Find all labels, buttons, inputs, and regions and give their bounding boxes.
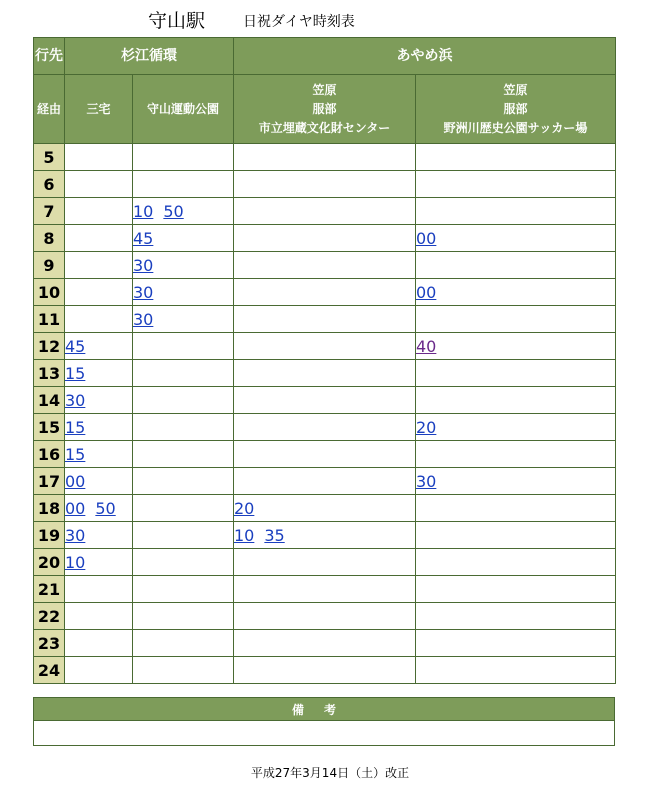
hour-cell: 11 xyxy=(34,306,65,333)
departure-cell xyxy=(234,279,416,306)
table-row xyxy=(34,657,616,684)
departure-link[interactable]: 30 xyxy=(133,255,154,275)
departure-link[interactable]: 00 xyxy=(416,228,437,248)
hour-cell: 12 xyxy=(34,333,65,360)
table-row xyxy=(34,414,616,441)
departure-cell xyxy=(65,549,133,576)
hour-cell: 10 xyxy=(34,279,65,306)
route-bunkazai-center xyxy=(234,75,416,144)
departure-cell xyxy=(234,387,416,414)
departure-link[interactable]: 15 xyxy=(65,363,86,383)
departure-cell xyxy=(65,495,133,522)
departure-cell xyxy=(234,225,416,252)
departure-cell xyxy=(234,657,416,684)
departure-cell xyxy=(133,333,234,360)
departure-cell xyxy=(133,279,234,306)
departure-cell xyxy=(65,171,133,198)
departure-cell xyxy=(416,225,616,252)
departure-cell xyxy=(65,306,133,333)
departure-link[interactable]: 15 xyxy=(65,417,86,437)
departure-cell xyxy=(65,414,133,441)
departure-cell xyxy=(133,171,234,198)
table-row xyxy=(34,522,616,549)
departure-cell xyxy=(416,522,616,549)
departure-cell xyxy=(416,306,616,333)
hour-cell: 5 xyxy=(34,144,65,171)
departure-cell xyxy=(234,630,416,657)
table-row xyxy=(34,360,616,387)
table-row xyxy=(34,441,616,468)
departure-cell xyxy=(133,576,234,603)
departure-cell xyxy=(234,333,416,360)
departure-cell xyxy=(234,360,416,387)
table-row xyxy=(34,306,616,333)
departure-cell xyxy=(416,468,616,495)
departure-cell xyxy=(133,441,234,468)
table-row xyxy=(34,549,616,576)
departure-cell xyxy=(133,387,234,414)
departure-cell xyxy=(416,171,616,198)
departure-cell xyxy=(416,387,616,414)
departure-cell xyxy=(416,333,616,360)
table-row xyxy=(34,387,616,414)
departure-cell xyxy=(234,306,416,333)
departure-cell xyxy=(234,198,416,225)
table-row xyxy=(34,603,616,630)
hour-cell: 7 xyxy=(34,198,65,225)
hour-cell: 9 xyxy=(34,252,65,279)
route-line: 守山運動公園 xyxy=(146,101,219,116)
departure-link[interactable]: 10 xyxy=(65,552,86,572)
departure-cell xyxy=(133,198,234,225)
departure-link[interactable]: 00 xyxy=(65,498,86,518)
departure-cell xyxy=(234,576,416,603)
departure-link[interactable]: 40 xyxy=(416,336,437,356)
route-moriyama-park xyxy=(133,75,234,144)
timetable xyxy=(33,37,616,684)
departure-cell xyxy=(416,279,616,306)
departure-cell xyxy=(234,441,416,468)
departure-cell xyxy=(234,603,416,630)
remarks-body xyxy=(34,721,615,746)
table-row xyxy=(34,576,616,603)
hour-cell: 18 xyxy=(34,495,65,522)
departure-link[interactable]: 20 xyxy=(234,498,255,518)
departure-cell xyxy=(65,144,133,171)
table-row xyxy=(34,144,616,171)
departure-cell xyxy=(65,603,133,630)
hour-cell: 22 xyxy=(34,603,65,630)
route-line: 服部 xyxy=(503,101,528,116)
departure-cell xyxy=(133,468,234,495)
departure-cell xyxy=(65,657,133,684)
departure-cell xyxy=(234,522,416,549)
table-row xyxy=(34,225,616,252)
departure-cell xyxy=(133,522,234,549)
route-line: 笠原 xyxy=(503,82,528,97)
station-name: 守山駅 xyxy=(148,10,206,32)
departure-cell xyxy=(416,144,616,171)
label-destination: 行先 xyxy=(34,38,65,75)
departure-cell xyxy=(65,225,133,252)
departure-link[interactable]: 30 xyxy=(65,525,86,545)
hour-cell: 13 xyxy=(34,360,65,387)
hour-cell: 23 xyxy=(34,630,65,657)
departure-cell xyxy=(416,198,616,225)
departure-cell xyxy=(133,360,234,387)
hour-cell: 20 xyxy=(34,549,65,576)
table-row xyxy=(34,468,616,495)
departure-cell xyxy=(234,495,416,522)
hour-cell: 21 xyxy=(34,576,65,603)
timetable-subtitle: 日祝ダイヤ時刻表 xyxy=(243,14,355,30)
departure-cell xyxy=(416,414,616,441)
departure-link[interactable]: 30 xyxy=(133,309,154,329)
departure-cell xyxy=(416,603,616,630)
departure-cell xyxy=(234,144,416,171)
table-row xyxy=(34,630,616,657)
destination-sugie-loop: 杉江循環 xyxy=(65,38,234,75)
remarks-heading: 備考 xyxy=(34,698,615,721)
departure-cell xyxy=(65,198,133,225)
route-soccer-field xyxy=(416,75,616,144)
departure-cell xyxy=(416,252,616,279)
departure-cell xyxy=(133,225,234,252)
departure-cell xyxy=(65,441,133,468)
departure-link[interactable]: 30 xyxy=(65,390,86,410)
table-row xyxy=(34,333,616,360)
hour-cell: 19 xyxy=(34,522,65,549)
departure-link[interactable]: 50 xyxy=(95,498,116,518)
table-row xyxy=(34,198,616,225)
table-row xyxy=(34,495,616,522)
departure-cell xyxy=(65,630,133,657)
departure-cell xyxy=(416,495,616,522)
route-line: 野洲川歴史公園サッカー場 xyxy=(443,120,588,135)
remarks-table xyxy=(33,697,615,746)
hour-cell: 24 xyxy=(34,657,65,684)
departure-cell xyxy=(65,252,133,279)
departure-cell xyxy=(65,333,133,360)
route-line: 市立埋蔵文化財センター xyxy=(258,120,391,135)
departure-cell xyxy=(416,441,616,468)
departure-cell xyxy=(234,171,416,198)
departure-cell xyxy=(65,387,133,414)
departure-link[interactable]: 10 xyxy=(234,525,255,545)
route-line: 服部 xyxy=(312,101,337,116)
departure-link[interactable]: 00 xyxy=(416,282,437,302)
departure-link[interactable]: 30 xyxy=(133,282,154,302)
title-row xyxy=(0,8,660,36)
departure-cell xyxy=(65,576,133,603)
departure-link[interactable]: 45 xyxy=(133,228,154,248)
hour-cell: 6 xyxy=(34,171,65,198)
hour-cell: 8 xyxy=(34,225,65,252)
departure-link[interactable]: 30 xyxy=(416,471,437,491)
departure-link[interactable]: 50 xyxy=(163,201,184,221)
departure-cell xyxy=(416,576,616,603)
departure-cell xyxy=(133,252,234,279)
departure-link[interactable]: 10 xyxy=(133,201,154,221)
departure-cell xyxy=(65,468,133,495)
departure-cell xyxy=(133,603,234,630)
departure-cell xyxy=(416,549,616,576)
departure-cell xyxy=(133,144,234,171)
departure-cell xyxy=(133,495,234,522)
departure-cell xyxy=(234,549,416,576)
departure-cell xyxy=(133,630,234,657)
departure-link[interactable]: 00 xyxy=(65,471,86,491)
departure-cell xyxy=(65,279,133,306)
route-line: 笠原 xyxy=(312,82,337,97)
revision-date: 平成27年3月14日（土）改正 xyxy=(250,766,410,780)
table-row xyxy=(34,252,616,279)
table-row xyxy=(34,171,616,198)
route-miyake xyxy=(65,75,133,144)
departure-cell xyxy=(416,360,616,387)
hour-cell: 15 xyxy=(34,414,65,441)
destination-ayamehama: あやめ浜 xyxy=(234,38,616,75)
departure-link[interactable]: 45 xyxy=(65,336,86,356)
departure-cell xyxy=(416,657,616,684)
departure-link[interactable]: 20 xyxy=(416,417,437,437)
hour-cell: 14 xyxy=(34,387,65,414)
departure-cell xyxy=(234,414,416,441)
departure-link[interactable]: 15 xyxy=(65,444,86,464)
departure-cell xyxy=(65,522,133,549)
hour-cell: 17 xyxy=(34,468,65,495)
departure-cell xyxy=(65,360,133,387)
table-row xyxy=(34,279,616,306)
label-route: 経由 xyxy=(34,75,65,144)
hour-cell: 16 xyxy=(34,441,65,468)
departure-cell xyxy=(133,306,234,333)
departure-cell xyxy=(133,657,234,684)
departure-cell xyxy=(234,468,416,495)
route-line: 三宅 xyxy=(86,101,111,116)
departure-cell xyxy=(234,252,416,279)
departure-cell xyxy=(133,414,234,441)
departure-cell xyxy=(416,630,616,657)
departure-cell xyxy=(133,549,234,576)
departure-link[interactable]: 35 xyxy=(264,525,285,545)
